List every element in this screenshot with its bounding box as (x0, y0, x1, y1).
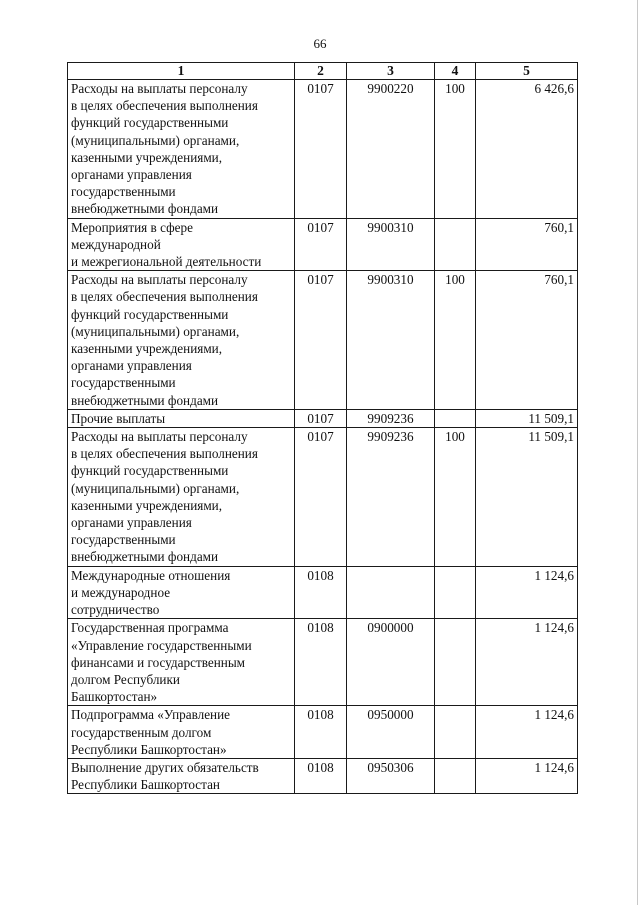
table-row (68, 758, 578, 793)
row-type (435, 706, 476, 759)
table-row (68, 428, 578, 567)
row-amount: 11 509,1 (476, 409, 578, 427)
row-name: Международные отношения и международное сотрудничество (68, 566, 295, 619)
table-row (68, 409, 578, 427)
row-amount: 11 509,1 (476, 428, 578, 567)
table-row (68, 706, 578, 759)
table-row (68, 80, 578, 219)
row-article: 0950000 (347, 706, 435, 759)
row-name: Расходы на выплаты персоналу в целях обеспечения выполнения функций государственными (муниципальными) органами, казенными учреждениями, органами управления государственными внебюджетными фондами (68, 80, 295, 219)
row-article: 9900310 (347, 271, 435, 410)
row-article: 9909236 (347, 428, 435, 567)
row-type: 100 (435, 271, 476, 410)
row-article: 0950306 (347, 758, 435, 793)
row-section: 0108 (295, 758, 347, 793)
table-body (68, 80, 578, 794)
row-type: 100 (435, 428, 476, 567)
table-row (68, 218, 578, 271)
page-number: 66 (313, 36, 327, 51)
row-type (435, 218, 476, 271)
row-article: 9900310 (347, 218, 435, 271)
row-section: 0107 (295, 428, 347, 567)
row-section: 0108 (295, 706, 347, 759)
row-name: Прочие выплаты (68, 409, 295, 427)
row-type (435, 566, 476, 619)
row-article: 9909236 (347, 409, 435, 427)
row-section: 0107 (295, 271, 347, 410)
header-col-4: 4 (435, 63, 476, 80)
row-name: Расходы на выплаты персоналу в целях обеспечения выполнения функций государственными (муниципальными) органами, казенными учреждениями, органами управления государственными внебюджетными фондами (68, 428, 295, 567)
scan-edge-divider (637, 0, 638, 905)
row-amount: 6 426,6 (476, 80, 578, 219)
table-row (68, 619, 578, 706)
row-type (435, 619, 476, 706)
row-article: 9900220 (347, 80, 435, 219)
row-section: 0108 (295, 566, 347, 619)
row-amount: 760,1 (476, 271, 578, 410)
budget-table (67, 62, 578, 794)
row-amount: 1 124,6 (476, 706, 578, 759)
row-name: Мероприятия в сфере международной и межрегиональной деятельности (68, 218, 295, 271)
row-name: Государственная программа «Управление государственными финансами и государственным долгом Республики Башкортостан» (68, 619, 295, 706)
row-section: 0107 (295, 80, 347, 219)
row-amount: 760,1 (476, 218, 578, 271)
row-article (347, 566, 435, 619)
row-section: 0107 (295, 409, 347, 427)
header-row (68, 63, 578, 80)
row-article: 0900000 (347, 619, 435, 706)
table-row (68, 566, 578, 619)
row-type: 100 (435, 80, 476, 219)
row-amount: 1 124,6 (476, 619, 578, 706)
row-section: 0108 (295, 619, 347, 706)
row-name: Выполнение других обязательств Республики Башкортостан (68, 758, 295, 793)
header-col-5: 5 (476, 63, 578, 80)
row-type (435, 409, 476, 427)
row-type (435, 758, 476, 793)
row-section: 0107 (295, 218, 347, 271)
row-name: Подпрограмма «Управление государственным долгом Республики Башкортостан» (68, 706, 295, 759)
header-col-1: 1 (68, 63, 295, 80)
header-col-3: 3 (347, 63, 435, 80)
row-name: Расходы на выплаты персоналу в целях обеспечения выполнения функций государственными (муниципальными) органами, казенными учреждениями, органами управления государственными внебюджетными фондами (68, 271, 295, 410)
table-header (68, 63, 578, 80)
row-amount: 1 124,6 (476, 566, 578, 619)
header-col-2: 2 (295, 63, 347, 80)
table-row (68, 271, 578, 410)
row-amount: 1 124,6 (476, 758, 578, 793)
